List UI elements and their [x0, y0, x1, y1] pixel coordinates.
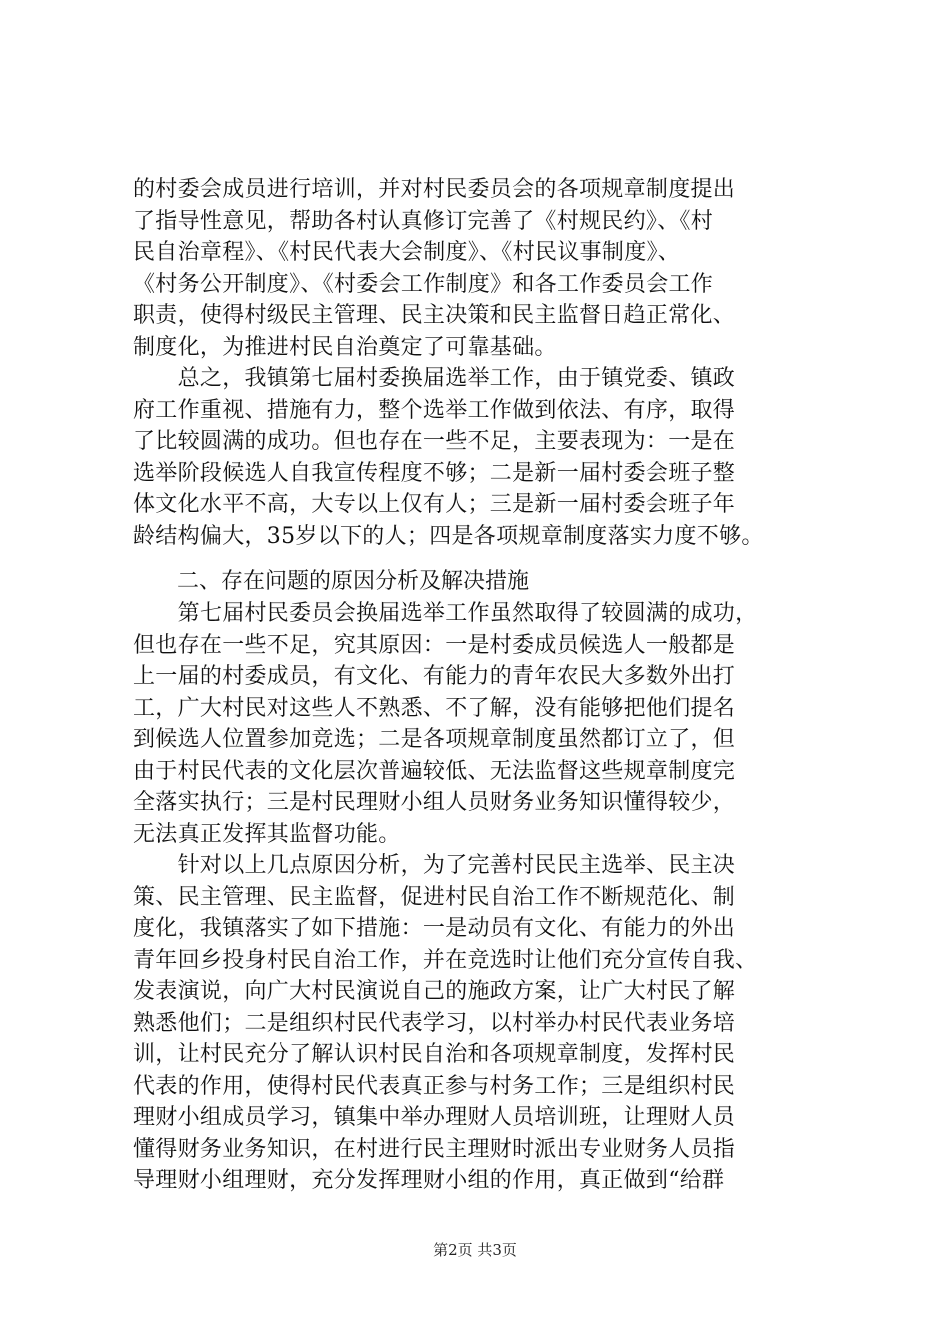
- paragraph-line: 总之，我镇第七届村委换届选举工作，由于镇党委、镇政: [133, 366, 736, 391]
- paragraph-line: 了比较圆满的成功。但也存在一些不足，主要表现为：一是在: [133, 429, 736, 454]
- paragraph-line: 龄结构偏大，35岁以下的人；四是各项规章制度落实力度不够。: [133, 523, 764, 549]
- paragraph-line: 懂得财务业务知识，在村进行民主理财时派出专业财务人员指: [133, 1136, 736, 1162]
- paragraph-line: 全落实执行；三是村民理财小组人员财务业务知识懂得较少，: [133, 790, 736, 815]
- paragraph-line: 训，让村民充分了解认识村民自治和各项规章制度，发挥村民: [133, 1042, 736, 1067]
- page-number-footer: 第2页 共3页: [433, 1241, 517, 1259]
- paragraph-line: 职责，使得村级民主管理、民主决策和民主监督日趋正常化、: [133, 303, 736, 328]
- paragraph-line: 理财小组成员学习，镇集中举办理财人员培训班，让理财人员: [133, 1105, 736, 1130]
- paragraph-line: 针对以上几点原因分析，为了完善村民民主选举、民主决: [133, 853, 736, 878]
- paragraph-line: 工，广大村民对这些人不熟悉、不了解，没有能够把他们提名: [133, 695, 736, 721]
- paragraph-line: 青年回乡投身村民自治工作，并在竞选时让他们充分宣传自我、: [133, 947, 758, 973]
- paragraph-line: 到候选人位置参加竞选；二是各项规章制度虽然都订立了，但: [133, 727, 736, 752]
- paragraph-1: [133, 174, 833, 363]
- paragraph-line: 体文化水平不高，大专以上仅有人；三是新一届村委会班子年: [133, 492, 736, 517]
- paragraph-line: 第七届村民委员会换届选举工作虽然取得了较圆满的成功，: [133, 601, 758, 626]
- paragraph-line: 上一届的村委成员，有文化、有能力的青年农民大多数外出打: [133, 664, 736, 689]
- paragraph-line: 由于村民代表的文化层次普遍较低、无法监督这些规章制度完: [133, 758, 736, 784]
- paragraph-line: 了指导性意见，帮助各村认真修订完善了《村规民约》、《村: [133, 208, 714, 234]
- paragraph-line: 的村委会成员进行培训，并对村民委员会的各项规章制度提出: [133, 177, 736, 202]
- paragraph-line: 度化，我镇落实了如下措施：一是动员有文化、有能力的外出: [133, 916, 736, 941]
- paragraph-line: 代表的作用，使得村民代表真正参与村务工作；三是组织村民: [133, 1073, 736, 1099]
- paragraph-line: 但也存在一些不足，究其原因：一是村委成员候选人一般都是: [133, 632, 736, 658]
- paragraph-line: 《村务公开制度》、《村委会工作制度》和各工作委员会工作: [133, 271, 714, 297]
- paragraph-line: 熟悉他们；二是组织村民代表学习，以村举办村民代表业务培: [133, 1010, 736, 1036]
- paragraph-2: [133, 363, 833, 552]
- paragraph-line: 制度化，为推进村民自治奠定了可靠基础。: [133, 334, 557, 360]
- paragraph-4: [133, 850, 833, 1197]
- section-heading: 二、存在问题的原因分析及解决措施: [177, 569, 530, 594]
- paragraph-line: 府工作重视、措施有力，整个选举工作做到依法、有序，取得: [133, 397, 736, 423]
- paragraph-3: [133, 598, 833, 850]
- paragraph-line: 选举阶段候选人自我宣传程度不够；二是新一届村委会班子整: [133, 460, 736, 486]
- paragraph-line: 无法真正发挥其监督功能。: [133, 821, 401, 847]
- paragraph-line: 策、民主管理、民主监督，促进村民自治工作不断规范化、制: [133, 884, 736, 910]
- paragraph-line: 发表演说，向广大村民演说自己的施政方案，让广大村民了解: [133, 979, 736, 1004]
- paragraph-line: 民自治章程》、《村民代表大会制度》、《村民议事制度》、: [133, 240, 681, 265]
- paragraph-line: 导理财小组理财，充分发挥理财小组的作用，真正做到“给群: [133, 1168, 725, 1193]
